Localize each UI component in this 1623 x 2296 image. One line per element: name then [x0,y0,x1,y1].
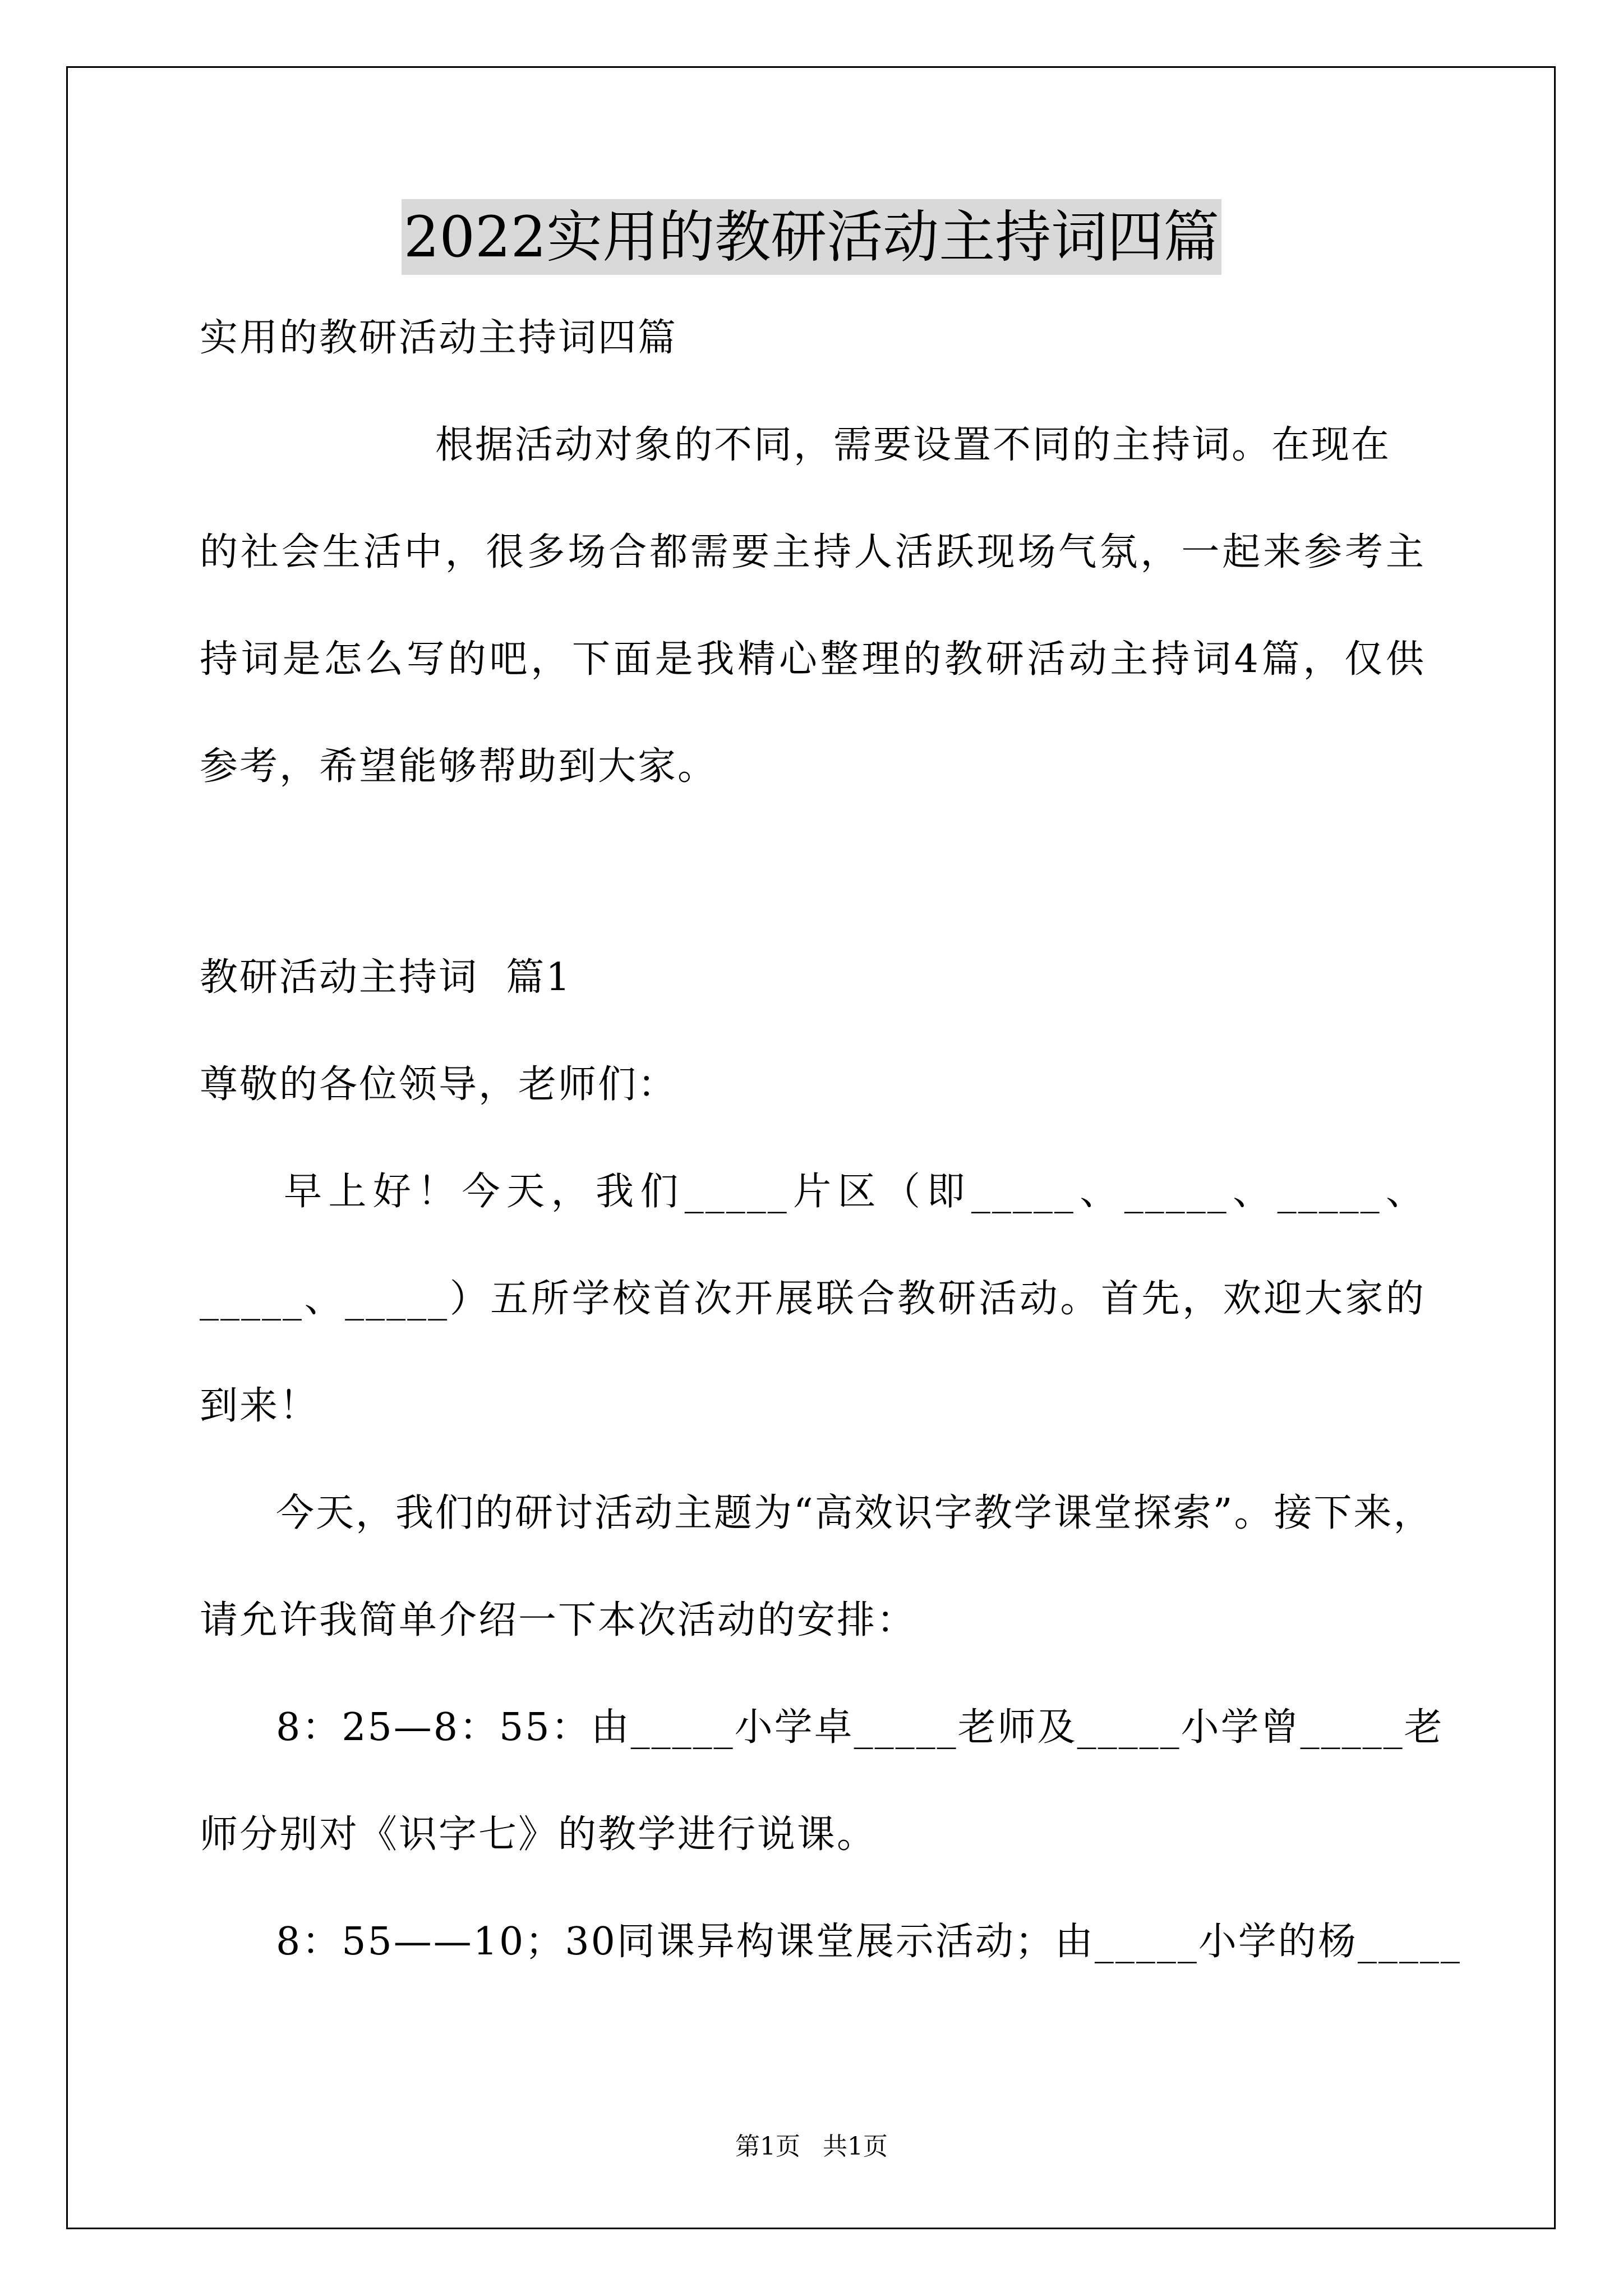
paragraph-line: 师分别对《识字七》的教学进行说课。 [200,1812,877,1857]
paragraph-line: 请允许我简单介绍一下本次活动的安排： [200,1598,917,1642]
greeting: 尊敬的各位领导，老师们： [200,1062,678,1107]
intro-line: 持词是怎么写的吧，下面是我精心整理的教研活动主持词4篇，仅供 [200,637,1426,682]
intro-line: 根据活动对象的不同，需要设置不同的主持词。在现在 [435,423,1391,467]
subtitle: 实用的教研活动主持词四篇 [200,316,678,360]
intro-line: 参考，希望能够帮助到大家。 [200,744,718,789]
intro-line: 的社会生活中，很多场合都需要主持人活跃现场气氛，一起来参考主 [200,530,1426,574]
page-number: 第1页 [735,2132,800,2161]
title-container [0,199,1623,275]
page-footer [0,2130,1623,2164]
document-body [200,311,1461,2022]
paragraph-line: 8：25—8：55：由_____小学卓_____老师及_____小学曾_____老 [276,1705,1444,1750]
paragraph-line: 8：55——10；30同课异构课堂展示活动；由_____小学的杨_____ [276,1920,1461,1964]
page-total: 共1页 [823,2132,888,2161]
paragraph-line: 早上好！今天，我们_____片区（即_____、_____、_____、 [284,1170,1426,1214]
paragraph-line: _____、_____）五所学校首次开展联合教研活动。首先，欢迎大家的 [200,1277,1426,1321]
section-heading: 教研活动主持词 篇1 [200,955,572,1000]
document-title: 2022实用的教研活动主持词四篇 [402,199,1222,275]
paragraph-line: 今天，我们的研讨活动主题为“高效识字教学课堂探索”。接下来， [276,1491,1433,1535]
paragraph-line: 到来！ [200,1384,320,1428]
